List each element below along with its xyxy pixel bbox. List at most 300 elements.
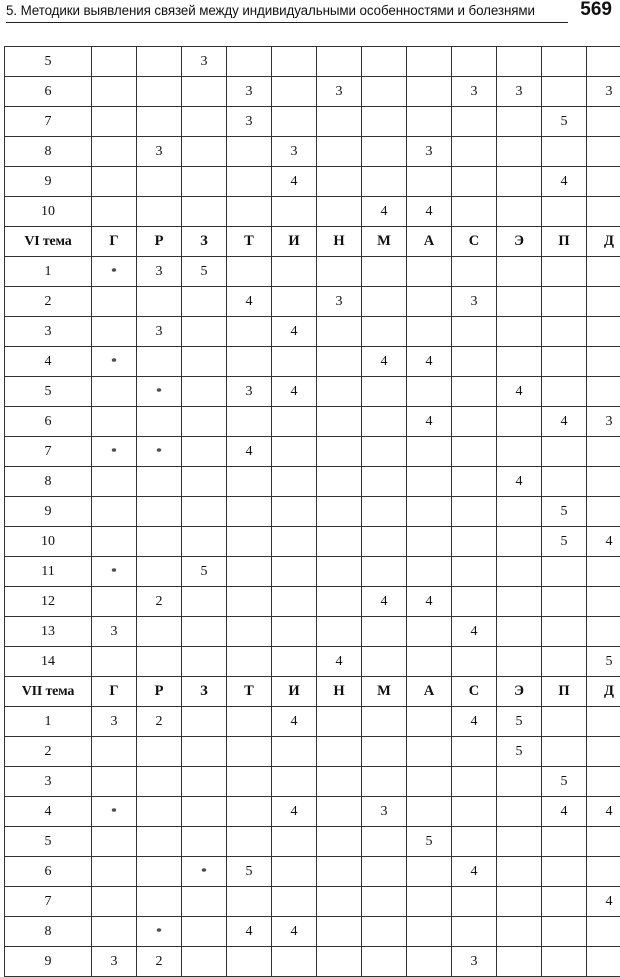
table-cell bbox=[317, 407, 362, 437]
table-cell: 3 bbox=[452, 947, 497, 977]
table-cell bbox=[407, 617, 452, 647]
table-cell bbox=[317, 617, 362, 647]
table-cell bbox=[362, 767, 407, 797]
table-cell bbox=[92, 827, 137, 857]
table-cell bbox=[272, 197, 317, 227]
table-cell bbox=[497, 827, 542, 857]
table-cell bbox=[362, 917, 407, 947]
header-divider bbox=[6, 22, 568, 23]
table-cell bbox=[452, 647, 497, 677]
table-cell bbox=[452, 557, 497, 587]
table-cell bbox=[407, 167, 452, 197]
row-number-cell: 8 bbox=[5, 467, 92, 497]
table-cell bbox=[362, 467, 407, 497]
table-cell: 5 bbox=[542, 527, 587, 557]
table-cell bbox=[542, 557, 587, 587]
table-row bbox=[5, 347, 620, 377]
table-cell bbox=[497, 767, 542, 797]
table-row bbox=[5, 617, 620, 647]
table-cell bbox=[497, 197, 542, 227]
table-cell bbox=[452, 197, 497, 227]
table-cell bbox=[137, 347, 182, 377]
table-cell bbox=[407, 767, 452, 797]
table-cell bbox=[497, 257, 542, 287]
table-cell bbox=[137, 797, 182, 827]
row-number-cell: 5 bbox=[5, 377, 92, 407]
table-cell: 3 bbox=[452, 77, 497, 107]
table-row bbox=[5, 317, 620, 347]
column-letter-cell: Г bbox=[92, 677, 137, 707]
table-cell bbox=[587, 377, 620, 407]
table-cell bbox=[272, 647, 317, 677]
table-cell bbox=[452, 137, 497, 167]
row-number-cell: 8 bbox=[5, 917, 92, 947]
table-cell: 5 bbox=[407, 827, 452, 857]
table-cell bbox=[362, 827, 407, 857]
table-cell bbox=[362, 737, 407, 767]
table-cell bbox=[587, 737, 620, 767]
row-number-cell: 10 bbox=[5, 527, 92, 557]
table-cell bbox=[497, 497, 542, 527]
table-cell bbox=[587, 617, 620, 647]
table-cell bbox=[227, 257, 272, 287]
row-number-cell: 7 bbox=[5, 107, 92, 137]
table-cell: 2 bbox=[137, 587, 182, 617]
table-cell bbox=[272, 77, 317, 107]
row-number-cell: 4 bbox=[5, 797, 92, 827]
table-row bbox=[5, 437, 620, 467]
table-cell bbox=[317, 797, 362, 827]
column-letter-cell: М bbox=[362, 227, 407, 257]
table-cell bbox=[407, 527, 452, 557]
table-cell bbox=[182, 827, 227, 857]
table-cell bbox=[362, 287, 407, 317]
table-cell bbox=[317, 557, 362, 587]
table-cell: 5 bbox=[542, 497, 587, 527]
table-cell bbox=[542, 707, 587, 737]
table-cell bbox=[137, 617, 182, 647]
column-letter-cell: Н bbox=[317, 677, 362, 707]
table-cell bbox=[137, 887, 182, 917]
row-number-cell: 13 bbox=[5, 617, 92, 647]
table-cell: * bbox=[92, 797, 137, 827]
table-cell bbox=[587, 347, 620, 377]
table-row bbox=[5, 197, 620, 227]
table-cell bbox=[92, 917, 137, 947]
table-cell bbox=[272, 287, 317, 317]
table-cell: * bbox=[137, 377, 182, 407]
column-letter-cell: Г bbox=[92, 227, 137, 257]
table-cell bbox=[227, 797, 272, 827]
table-cell bbox=[182, 767, 227, 797]
table-cell bbox=[362, 407, 407, 437]
table-cell bbox=[137, 767, 182, 797]
table-cell: 3 bbox=[587, 407, 620, 437]
table-cell bbox=[362, 617, 407, 647]
table-cell: 5 bbox=[182, 257, 227, 287]
table-cell bbox=[452, 107, 497, 137]
table-cell: * bbox=[137, 437, 182, 467]
table-cell bbox=[92, 47, 137, 77]
table-cell bbox=[587, 497, 620, 527]
column-letter-cell: З bbox=[182, 677, 227, 707]
section-header-row bbox=[5, 227, 620, 257]
column-letter-cell: Р bbox=[137, 677, 182, 707]
table-cell bbox=[407, 737, 452, 767]
table-cell: 3 bbox=[92, 947, 137, 977]
row-number-cell: 6 bbox=[5, 77, 92, 107]
table-cell: 3 bbox=[92, 617, 137, 647]
table-cell bbox=[182, 77, 227, 107]
table-cell bbox=[137, 47, 182, 77]
table-cell bbox=[407, 47, 452, 77]
row-number-cell: 5 bbox=[5, 47, 92, 77]
table-cell: 4 bbox=[272, 377, 317, 407]
table-cell bbox=[497, 647, 542, 677]
table-row bbox=[5, 527, 620, 557]
table-cell: 3 bbox=[587, 77, 620, 107]
table-cell bbox=[452, 257, 497, 287]
table-cell: 3 bbox=[92, 707, 137, 737]
table-cell bbox=[272, 257, 317, 287]
table-cell bbox=[497, 917, 542, 947]
table-cell bbox=[227, 137, 272, 167]
table-cell bbox=[227, 827, 272, 857]
table-cell bbox=[587, 587, 620, 617]
page-number: 569 bbox=[580, 0, 612, 21]
table-cell: 5 bbox=[542, 767, 587, 797]
table-cell: 4 bbox=[407, 197, 452, 227]
row-number-cell: 9 bbox=[5, 497, 92, 527]
table-cell bbox=[362, 497, 407, 527]
table-cell: 4 bbox=[587, 887, 620, 917]
table-cell: 4 bbox=[272, 797, 317, 827]
table-cell: 4 bbox=[407, 347, 452, 377]
table-cell bbox=[587, 767, 620, 797]
table-cell bbox=[92, 587, 137, 617]
table-cell: 3 bbox=[452, 287, 497, 317]
table-cell bbox=[272, 557, 317, 587]
table-cell bbox=[92, 527, 137, 557]
table-cell bbox=[542, 47, 587, 77]
table-cell bbox=[317, 707, 362, 737]
table-cell bbox=[137, 647, 182, 677]
table-row bbox=[5, 887, 620, 917]
table-cell bbox=[542, 437, 587, 467]
column-letter-cell: З bbox=[182, 227, 227, 257]
table-cell bbox=[92, 497, 137, 527]
table-cell: 3 bbox=[317, 287, 362, 317]
table-cell: 3 bbox=[227, 107, 272, 137]
table-cell bbox=[452, 827, 497, 857]
table-cell bbox=[407, 437, 452, 467]
table-cell bbox=[362, 707, 407, 737]
table-cell bbox=[317, 527, 362, 557]
table-cell bbox=[452, 887, 497, 917]
table-row bbox=[5, 647, 620, 677]
table-cell bbox=[182, 587, 227, 617]
table-cell bbox=[497, 317, 542, 347]
table-cell: 4 bbox=[227, 287, 272, 317]
table-cell: 3 bbox=[227, 77, 272, 107]
table-cell bbox=[542, 827, 587, 857]
column-letter-cell: М bbox=[362, 677, 407, 707]
table-cell bbox=[497, 857, 542, 887]
table-cell bbox=[137, 167, 182, 197]
table-cell: 4 bbox=[497, 377, 542, 407]
column-letter-cell: Д bbox=[587, 227, 620, 257]
table-cell bbox=[182, 197, 227, 227]
table-cell bbox=[272, 47, 317, 77]
table-cell: 4 bbox=[227, 917, 272, 947]
table-cell bbox=[407, 917, 452, 947]
row-number-cell: 3 bbox=[5, 317, 92, 347]
row-number-cell: 6 bbox=[5, 857, 92, 887]
table-cell bbox=[182, 437, 227, 467]
table-cell: 4 bbox=[272, 917, 317, 947]
table-cell bbox=[92, 197, 137, 227]
table-cell bbox=[137, 557, 182, 587]
table-cell bbox=[362, 167, 407, 197]
table-cell: * bbox=[92, 257, 137, 287]
table-cell: 4 bbox=[452, 617, 497, 647]
table-cell bbox=[362, 887, 407, 917]
section-label-cell: VI тема bbox=[5, 227, 92, 257]
table-cell bbox=[497, 557, 542, 587]
table-row bbox=[5, 497, 620, 527]
row-number-cell: 5 bbox=[5, 827, 92, 857]
table-cell bbox=[362, 47, 407, 77]
row-number-cell: 9 bbox=[5, 947, 92, 977]
table-cell bbox=[587, 137, 620, 167]
table-cell bbox=[317, 437, 362, 467]
table-cell bbox=[92, 77, 137, 107]
row-number-cell: 7 bbox=[5, 437, 92, 467]
table-cell bbox=[452, 467, 497, 497]
table-cell bbox=[407, 707, 452, 737]
table-cell bbox=[272, 587, 317, 617]
table-cell bbox=[542, 287, 587, 317]
table-cell: 2 bbox=[137, 947, 182, 977]
table-cell bbox=[497, 407, 542, 437]
table-cell bbox=[317, 737, 362, 767]
table-cell bbox=[182, 707, 227, 737]
table-cell bbox=[452, 167, 497, 197]
table-cell bbox=[542, 587, 587, 617]
table-row bbox=[5, 107, 620, 137]
table-cell bbox=[92, 887, 137, 917]
table-cell bbox=[587, 437, 620, 467]
table-cell bbox=[182, 527, 227, 557]
column-letter-cell: Э bbox=[497, 677, 542, 707]
table-cell bbox=[317, 107, 362, 137]
table-cell: * bbox=[92, 557, 137, 587]
row-number-cell: 4 bbox=[5, 347, 92, 377]
row-number-cell: 12 bbox=[5, 587, 92, 617]
table-cell bbox=[272, 497, 317, 527]
table-cell bbox=[542, 467, 587, 497]
table-cell bbox=[497, 797, 542, 827]
row-number-cell: 9 bbox=[5, 167, 92, 197]
table-cell bbox=[227, 317, 272, 347]
table-cell: 4 bbox=[272, 707, 317, 737]
table-cell: 4 bbox=[272, 167, 317, 197]
row-number-cell: 10 bbox=[5, 197, 92, 227]
table-cell bbox=[542, 317, 587, 347]
table-cell bbox=[497, 167, 542, 197]
table-cell bbox=[227, 167, 272, 197]
table-cell bbox=[227, 647, 272, 677]
table-cell bbox=[227, 197, 272, 227]
table-row bbox=[5, 287, 620, 317]
table-cell bbox=[542, 197, 587, 227]
table-cell bbox=[227, 707, 272, 737]
column-letter-cell: П bbox=[542, 677, 587, 707]
table-cell bbox=[407, 317, 452, 347]
table-cell bbox=[362, 107, 407, 137]
page-header bbox=[6, 0, 614, 26]
row-number-cell: 7 bbox=[5, 887, 92, 917]
table-cell bbox=[407, 77, 452, 107]
table-cell bbox=[497, 47, 542, 77]
table-cell bbox=[407, 257, 452, 287]
table-cell bbox=[137, 77, 182, 107]
table-cell bbox=[542, 77, 587, 107]
table-cell bbox=[407, 797, 452, 827]
table-cell bbox=[227, 887, 272, 917]
table-cell bbox=[92, 317, 137, 347]
table-cell bbox=[407, 497, 452, 527]
table-row bbox=[5, 557, 620, 587]
table-cell: 5 bbox=[587, 647, 620, 677]
table-cell bbox=[542, 137, 587, 167]
table-cell bbox=[452, 917, 497, 947]
table-cell bbox=[542, 917, 587, 947]
table-cell bbox=[362, 557, 407, 587]
table-cell: 4 bbox=[587, 527, 620, 557]
table-cell bbox=[272, 827, 317, 857]
table-cell: 4 bbox=[272, 317, 317, 347]
table-cell bbox=[542, 647, 587, 677]
table-cell: 4 bbox=[542, 167, 587, 197]
table-row bbox=[5, 377, 620, 407]
table-cell bbox=[497, 887, 542, 917]
table-cell bbox=[137, 497, 182, 527]
row-number-cell: 11 bbox=[5, 557, 92, 587]
table-cell: * bbox=[182, 857, 227, 887]
column-letter-cell: Р bbox=[137, 227, 182, 257]
table-cell bbox=[92, 407, 137, 437]
table-cell: 3 bbox=[137, 317, 182, 347]
table-cell: 4 bbox=[452, 707, 497, 737]
table-cell bbox=[92, 377, 137, 407]
table-cell: * bbox=[137, 917, 182, 947]
table-row bbox=[5, 77, 620, 107]
table-cell: 3 bbox=[182, 47, 227, 77]
table-cell bbox=[452, 377, 497, 407]
table-cell: 4 bbox=[587, 797, 620, 827]
table-row bbox=[5, 587, 620, 617]
table-cell bbox=[92, 167, 137, 197]
table-cell bbox=[227, 557, 272, 587]
table-cell bbox=[182, 287, 227, 317]
table-row bbox=[5, 917, 620, 947]
table-cell bbox=[317, 137, 362, 167]
table-cell bbox=[497, 587, 542, 617]
table-cell bbox=[272, 737, 317, 767]
row-number-cell: 2 bbox=[5, 737, 92, 767]
table-cell: 5 bbox=[227, 857, 272, 887]
table-cell bbox=[182, 167, 227, 197]
table-cell bbox=[317, 917, 362, 947]
table-cell bbox=[407, 557, 452, 587]
table-cell: 4 bbox=[452, 857, 497, 887]
table-cell bbox=[227, 587, 272, 617]
table-cell bbox=[92, 287, 137, 317]
table-cell bbox=[362, 527, 407, 557]
table-cell: 4 bbox=[362, 347, 407, 377]
table-cell bbox=[407, 857, 452, 887]
table-cell bbox=[182, 137, 227, 167]
row-number-cell: 1 bbox=[5, 707, 92, 737]
table-cell: 4 bbox=[407, 587, 452, 617]
table-cell: 4 bbox=[542, 407, 587, 437]
table-cell bbox=[317, 257, 362, 287]
running-title: 5. Методики выявления связей между индивидуальными особенностями и болезнями bbox=[6, 3, 535, 18]
table-cell bbox=[272, 857, 317, 887]
table-cell: * bbox=[92, 437, 137, 467]
section-header-row bbox=[5, 677, 620, 707]
table-cell: 3 bbox=[137, 137, 182, 167]
table-cell bbox=[272, 347, 317, 377]
column-letter-cell: Н bbox=[317, 227, 362, 257]
column-letter-cell: Т bbox=[227, 227, 272, 257]
table-cell bbox=[407, 467, 452, 497]
table-cell bbox=[227, 407, 272, 437]
table-cell bbox=[272, 107, 317, 137]
table-cell bbox=[407, 287, 452, 317]
table-cell bbox=[362, 857, 407, 887]
table-cell bbox=[317, 497, 362, 527]
table-cell bbox=[542, 617, 587, 647]
table-cell bbox=[227, 347, 272, 377]
table-cell bbox=[362, 77, 407, 107]
table-cell bbox=[227, 737, 272, 767]
table-cell bbox=[182, 317, 227, 347]
table-cell bbox=[587, 287, 620, 317]
table-cell bbox=[227, 767, 272, 797]
table-cell bbox=[587, 107, 620, 137]
table-cell: 3 bbox=[362, 797, 407, 827]
table-cell bbox=[182, 347, 227, 377]
table-cell bbox=[92, 857, 137, 887]
table-cell: 4 bbox=[227, 437, 272, 467]
table-cell bbox=[272, 767, 317, 797]
table-cell bbox=[92, 737, 137, 767]
table-cell bbox=[452, 407, 497, 437]
row-number-cell: 1 bbox=[5, 257, 92, 287]
table-cell bbox=[182, 407, 227, 437]
row-number-cell: 8 bbox=[5, 137, 92, 167]
table-cell bbox=[92, 767, 137, 797]
table-cell bbox=[542, 257, 587, 287]
table-cell bbox=[452, 497, 497, 527]
table-cell bbox=[272, 437, 317, 467]
table-cell bbox=[92, 107, 137, 137]
table-cell bbox=[317, 887, 362, 917]
table-cell bbox=[272, 617, 317, 647]
column-letter-cell: Д bbox=[587, 677, 620, 707]
